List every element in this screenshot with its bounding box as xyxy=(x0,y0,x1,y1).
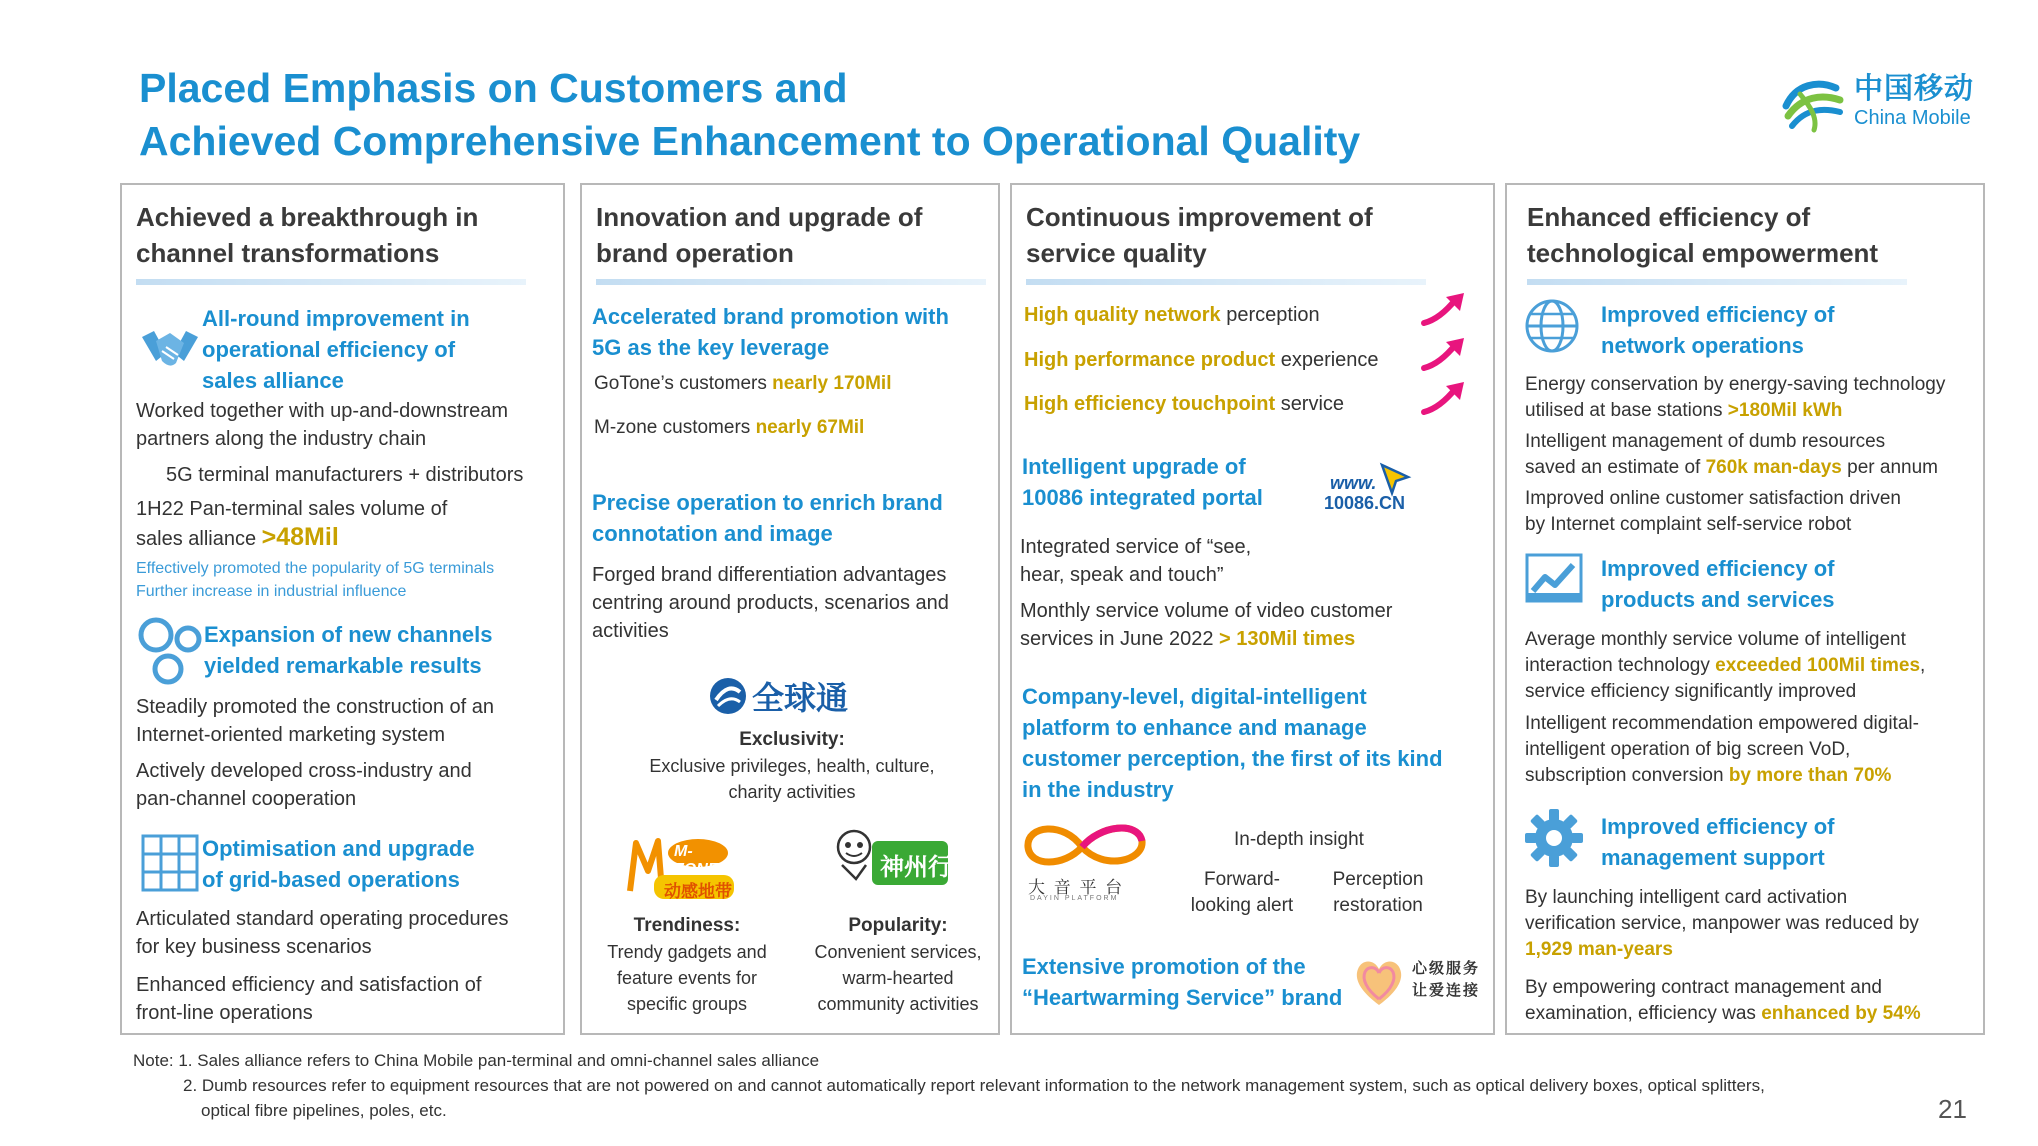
shenzhouxing-logo xyxy=(832,825,952,897)
gear-icon xyxy=(1525,809,1583,867)
panel-channel-transformations xyxy=(120,183,565,1035)
title-underline xyxy=(596,279,986,285)
integrated-service-text: Integrated service of “see, hear, speak and touch” xyxy=(1020,536,1252,586)
network-circles-icon xyxy=(136,615,208,687)
logo-english-text: China Mobile xyxy=(1854,107,1971,129)
footnote-2: 2. Dumb resources refer to equipment resources that are not powered on and cannot automatically report relevant information to the network management system, such as optical delivery boxes, optical splitters, xyxy=(183,1076,1765,1095)
card-activation-text: By launching intelligent card activation verification service, manpower was reduced by 1,929 man-years xyxy=(1525,885,1919,963)
brand-differentiation-text: Forged brand differentiation advantages centring around products, scenarios and activities xyxy=(592,564,949,642)
heartwarming-service-logo: 心级服务 让爱连接 xyxy=(1352,951,1492,1011)
china-mobile-logo xyxy=(1778,64,1988,138)
complaint-robot-text: Improved online customer satisfaction driven by Internet complaint self-service robot xyxy=(1525,488,1901,535)
gotone-logo xyxy=(708,673,848,719)
intelligent-interaction-highlight: exceeded 100Mil times xyxy=(1715,655,1921,676)
mzone-logo-top-text: M-ZONE xyxy=(674,843,719,878)
logo-chinese-text: 中国移动 xyxy=(1854,73,1975,105)
grid-operations-text-2: Enhanced efficiency and satisfaction of front-line operations xyxy=(136,974,482,1024)
energy-conservation-text: Energy conservation by energy-saving technology utilised at base stations >180Mil kWh xyxy=(1525,374,1946,421)
contract-management-highlight: enhanced by 54% xyxy=(1761,1003,1921,1024)
section-precise-operation-heading: Precise operation to enrich brand connotation and image xyxy=(592,490,943,546)
title-line-1: Placed Emphasis on Customers and xyxy=(139,65,848,111)
section-products-services-heading: Improved efficiency of products and services xyxy=(1601,556,1835,612)
section-10086-portal-heading: Intelligent upgrade of 10086 integrated portal xyxy=(1022,454,1263,510)
page-title xyxy=(139,62,1360,168)
perception-restoration-label: Perception restoration xyxy=(1332,869,1424,916)
quality-network-line: High quality network perception xyxy=(1024,304,1320,326)
sales-alliance-effects: Effectively promoted the popularity of 5G terminals Further increase in industrial influence xyxy=(136,560,495,600)
dumb-resources-highlight: 760k man-days xyxy=(1705,457,1842,478)
grid-icon xyxy=(140,833,200,893)
dayin-platform-logo: 大 音 平 台 DAYIN PLATFORM xyxy=(1020,815,1150,905)
section-digital-platform-heading: Company-level, digital-intelligent platform to enhance and manage customer perception, the first of its kind in the industry xyxy=(1022,684,1443,802)
mzone-logo xyxy=(626,831,736,903)
section-sales-alliance-heading: All-round improvement in operational efficiency of sales alliance xyxy=(202,306,470,393)
performance-product-line: High performance product experience xyxy=(1024,349,1379,371)
terminal-manufacturers-text: 5G terminal manufacturers + distributors xyxy=(166,464,524,486)
dumb-resources-text: Intelligent management of dumb resources saved an estimate of 760k man-days per annum xyxy=(1525,431,1938,478)
vod-conversion-highlight: by more than 70% xyxy=(1728,765,1892,786)
fingerprint-heart-icon xyxy=(1352,955,1406,1009)
panel-brand-operation xyxy=(580,183,1000,1035)
section-network-operations-heading: Improved efficiency of network operations xyxy=(1601,302,1835,358)
footnotes xyxy=(133,1048,1765,1123)
popularity-block: Popularity: Convenient services, warm-hearted community activities xyxy=(814,915,982,1014)
section-new-channels-heading: Expansion of new channels yielded remarkable results xyxy=(204,622,493,678)
section-management-support-heading: Improved efficiency of management support xyxy=(1601,814,1835,870)
efficiency-touchpoint-line: High efficiency touchpoint service xyxy=(1024,393,1345,415)
new-channels-text-1: Steadily promoted the construction of an Internet-oriented marketing system xyxy=(136,696,494,746)
sales-alliance-text: Worked together with up-and-downstream partners along the industry chain xyxy=(136,400,509,450)
panel-service-quality xyxy=(1010,183,1495,1035)
panel-title: Achieved a breakthrough in channel transformations xyxy=(136,202,479,268)
sales-volume-text: 1H22 Pan-terminal sales volume of sales alliance >48Mil xyxy=(136,498,448,551)
gotone-customers-text: GoTone’s customers nearly 170Mil xyxy=(594,373,892,394)
energy-conservation-highlight: >180Mil kWh xyxy=(1727,400,1843,421)
upward-arrow-icon xyxy=(1420,336,1468,372)
title-underline xyxy=(1026,279,1426,285)
grid-operations-text-1: Articulated standard operating procedures for key business scenarios xyxy=(136,908,509,958)
mzone-customers-text: M-zone customers nearly 67Mil xyxy=(594,417,865,438)
vod-recommendation-text: Intelligent recommendation empowered digital- intelligent operation of big screen VoD, subscription conversion by more than 70% xyxy=(1525,713,1919,786)
section-grid-operations-heading: Optimisation and upgrade of grid-based operations xyxy=(202,836,475,892)
title-underline xyxy=(136,279,526,285)
gotone-logo-icon xyxy=(708,676,748,716)
panel-technological-empowerment xyxy=(1505,183,1985,1035)
panel-title: Innovation and upgrade of brand operation xyxy=(596,202,923,268)
mzone-logo-bottom-text: 动感地带 xyxy=(664,882,732,901)
page-number: 21 xyxy=(1938,1094,1967,1124)
contract-management-text: By empowering contract management and examination, efficiency was enhanced by 54% xyxy=(1525,977,1921,1024)
footnote-2-continued: optical fibre pipelines, poles, etc. xyxy=(201,1101,447,1120)
title-line-2: Achieved Comprehensive Enhancement to Operational Quality xyxy=(139,118,1361,164)
video-service-text: Monthly service volume of video customer services in June 2022 > 130Mil times xyxy=(1020,600,1393,650)
globe-icon xyxy=(1523,297,1581,355)
gotone-customers-highlight: nearly 170Mil xyxy=(772,373,892,394)
gotone-logo-text: 全球通 xyxy=(752,680,849,716)
trendiness-block: Trendiness: Trendy gadgets and feature events for specific groups xyxy=(607,915,767,1014)
sales-volume-highlight: >48Mil xyxy=(261,523,339,551)
title-underline xyxy=(1527,279,1907,285)
trend-chart-icon xyxy=(1525,553,1583,603)
footnote-1: Note: 1. Sales alliance refers to China Mobile pan-terminal and omni-channel sales alliance xyxy=(133,1051,820,1070)
in-depth-insight-label: In-depth insight xyxy=(1234,829,1364,850)
intelligent-interaction-text: Average monthly service volume of intelligent interaction technology exceeded 100Mil times, service efficiency significantly improved xyxy=(1525,629,1926,702)
section-brand-promotion-heading: Accelerated brand promotion with 5G as the key leverage xyxy=(592,304,949,360)
upward-arrow-icon xyxy=(1420,291,1468,327)
shenzhouxing-logo-text: 神州行 xyxy=(880,854,952,881)
mzone-customers-highlight: nearly 67Mil xyxy=(755,417,865,438)
upward-arrow-icon xyxy=(1420,380,1468,416)
panel-title: Continuous improvement of service quality xyxy=(1026,202,1373,268)
new-channels-text-2: Actively developed cross-industry and pan-channel cooperation xyxy=(136,760,472,810)
card-activation-highlight: 1,929 man-years xyxy=(1525,939,1673,960)
video-service-highlight: > 130Mil times xyxy=(1219,628,1356,650)
exclusivity-block: Exclusivity: Exclusive privileges, health, culture, charity activities xyxy=(649,729,935,802)
infinity-icon xyxy=(1020,815,1150,875)
section-heartwarming-heading: Extensive promotion of the “Heartwarming Service” brand xyxy=(1022,954,1343,1010)
10086-portal-logo: www. 10086.CN xyxy=(1322,465,1422,525)
china-mobile-logo-icon xyxy=(1778,66,1848,136)
cursor-icon xyxy=(1378,461,1414,497)
handshake-icon xyxy=(140,317,200,377)
panel-title: Enhanced efficiency of technological empowerment xyxy=(1527,202,1879,268)
forward-looking-alert-label: Forward- looking alert xyxy=(1190,869,1294,916)
